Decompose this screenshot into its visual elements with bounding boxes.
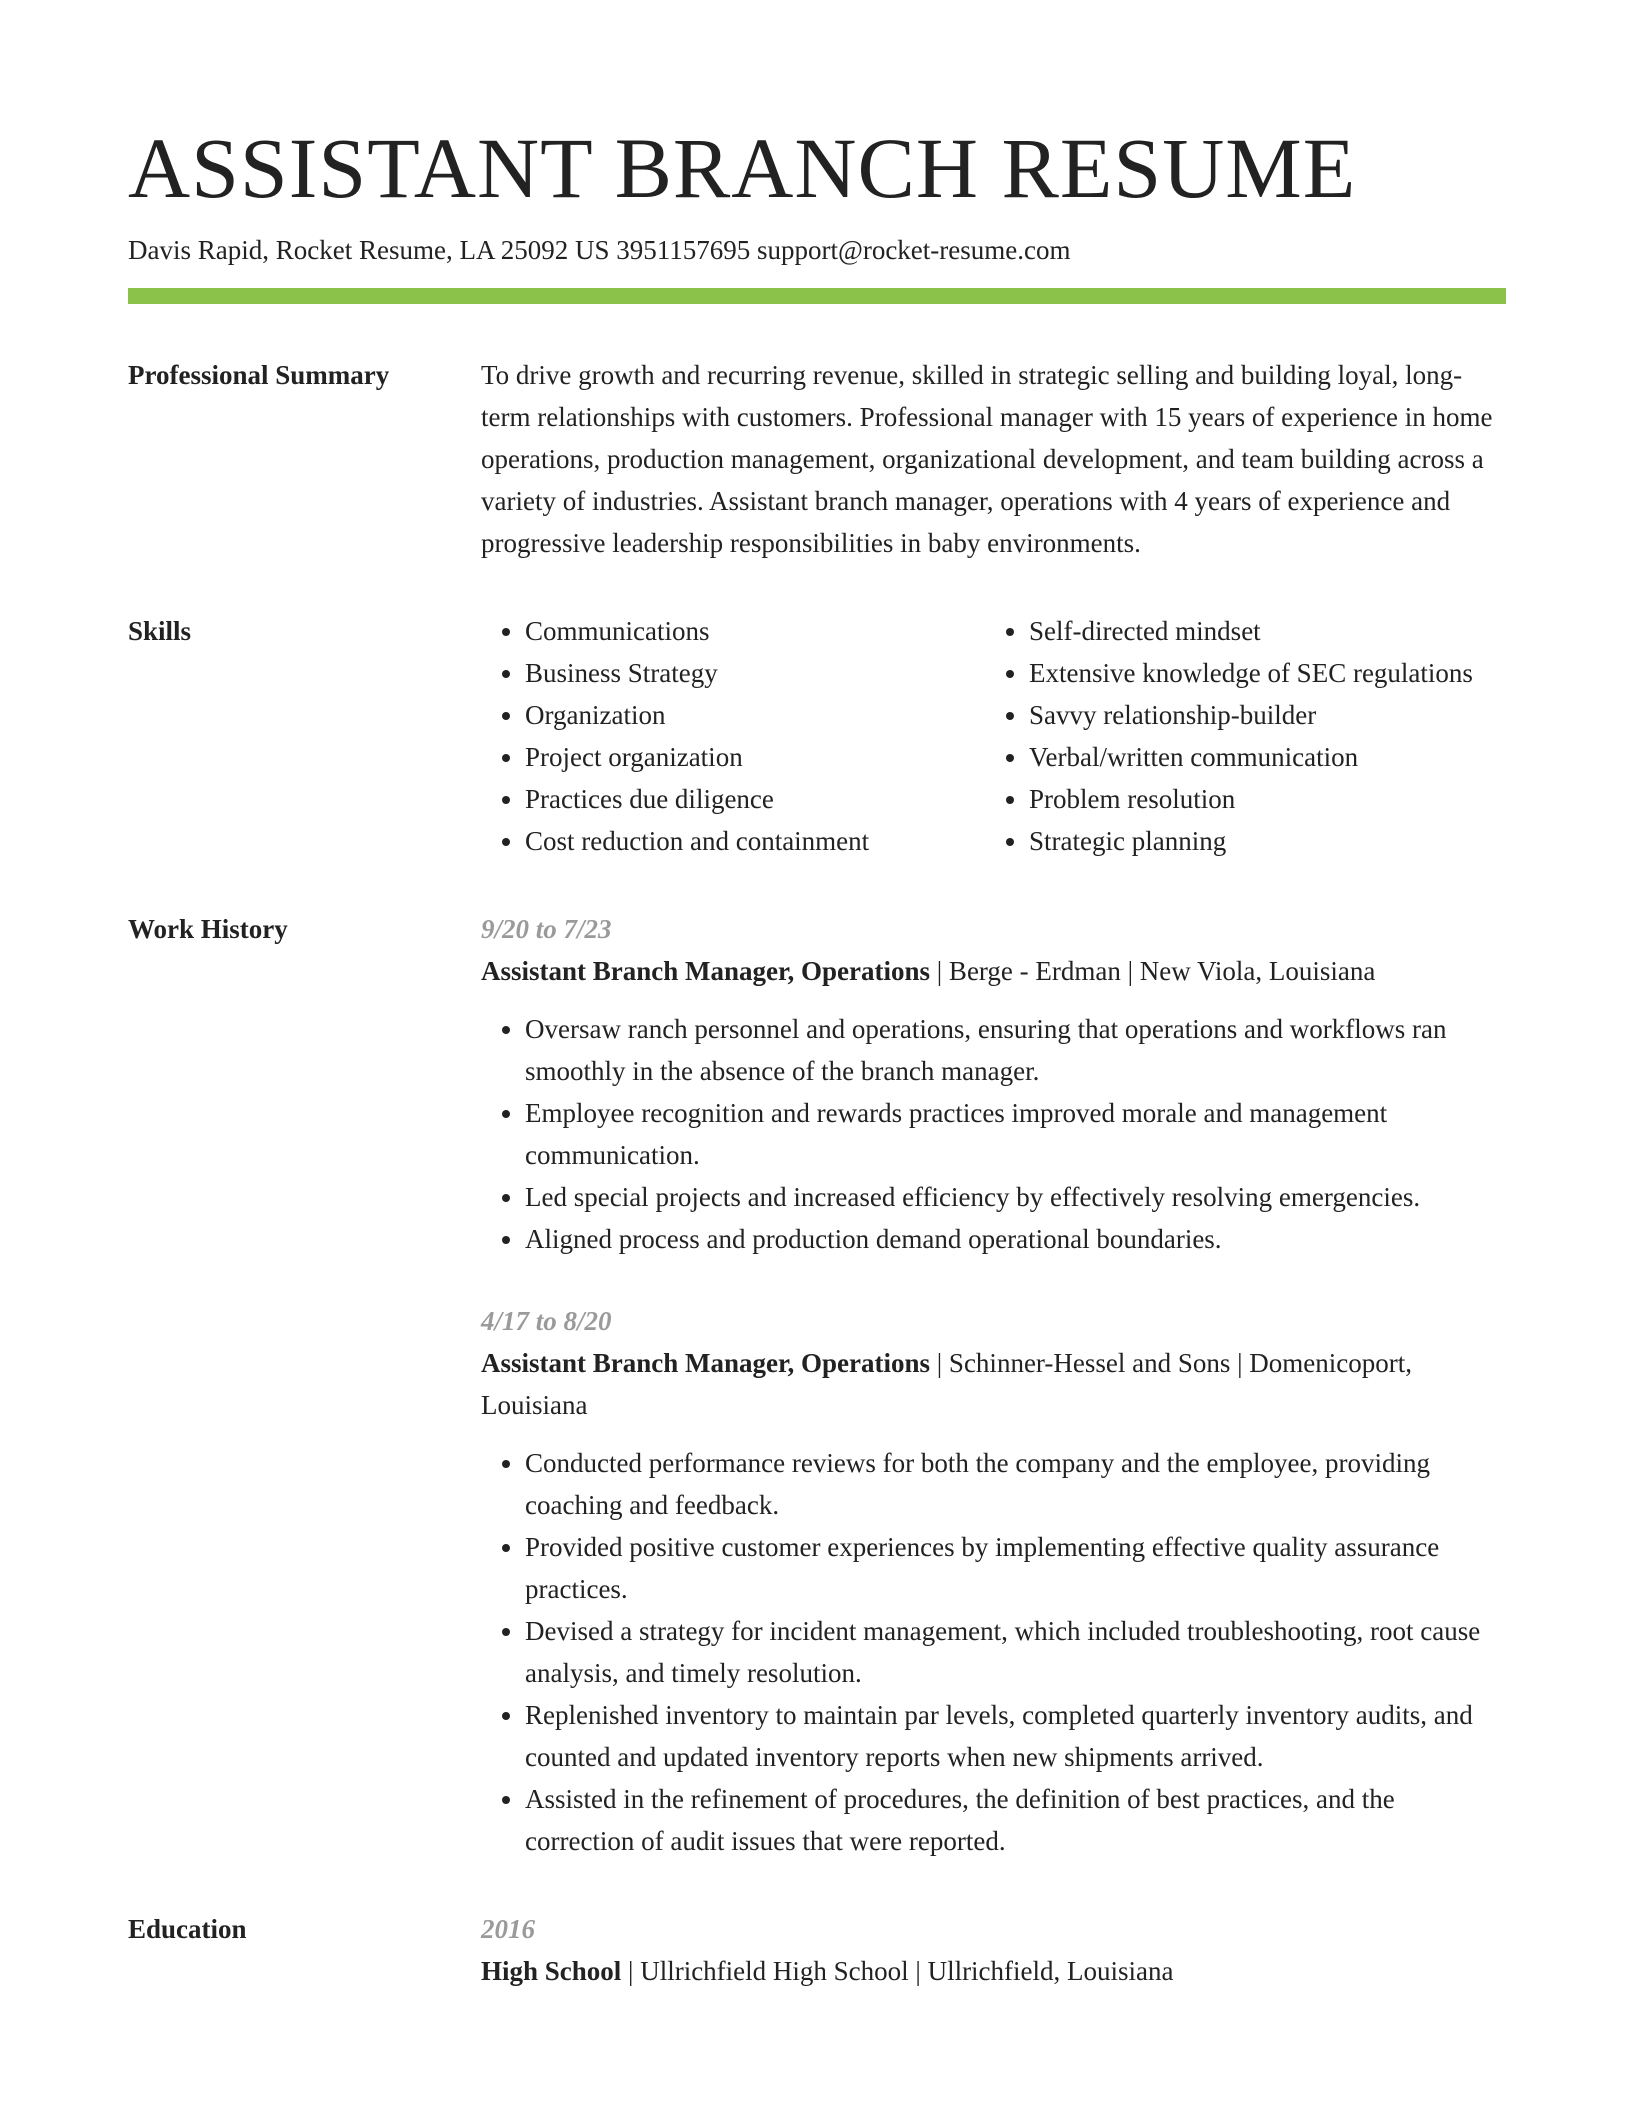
education-degree: High School	[481, 1956, 622, 1986]
work-history-label: Work History	[128, 914, 288, 944]
skill-item: • Business Strategy	[525, 652, 985, 694]
job-bullet: • Assisted in the refinement of procedures, the definition of best practices, and the correction of audit issues that were reported.	[525, 1778, 1506, 1862]
skill-item: • Communications	[525, 610, 985, 652]
job-bullets	[481, 1008, 1506, 1260]
skill-item: • Verbal/written communication	[1029, 736, 1473, 778]
accent-divider	[128, 288, 1506, 304]
job-title: Assistant Branch Manager, Operations	[481, 956, 931, 986]
job-bullet: • Devised a strategy for incident management, which included troubleshooting, root cause analysis, and timely resolution.	[525, 1610, 1506, 1694]
skill-item: • Practices due diligence	[525, 778, 985, 820]
skills-label: Skills	[128, 616, 192, 646]
job-title: Assistant Branch Manager, Operations	[481, 1348, 931, 1378]
skill-item: • Strategic planning	[1029, 820, 1473, 862]
job-entry	[481, 908, 1506, 1260]
job-bullet: • Oversaw ranch personnel and operations, ensuring that operations and workflows ran smoothly in the absence of the branch manager.	[525, 1008, 1506, 1092]
job-bullet: • Aligned process and production demand operational boundaries.	[525, 1218, 1506, 1260]
job-bullet: • Provided positive customer experiences by implementing effective quality assurance practices.	[525, 1526, 1506, 1610]
education-details: | Ullrichfield High School | Ullrichfield, Louisiana	[621, 1956, 1174, 1986]
job-entry	[481, 1300, 1506, 1862]
job-bullet: • Conducted performance reviews for both the company and the employee, providing coaching and feedback.	[525, 1442, 1506, 1526]
job-bullet: • Led special projects and increased efficiency by effectively resolving emergencies.	[525, 1176, 1506, 1218]
skill-item: • Project organization	[525, 736, 985, 778]
skill-item: • Organization	[525, 694, 985, 736]
skill-item: • Savvy relationship-builder	[1029, 694, 1473, 736]
skill-item: • Problem resolution	[1029, 778, 1473, 820]
work-history-section	[128, 908, 1506, 1862]
job-bullets	[481, 1442, 1506, 1862]
summary-label: Professional Summary	[128, 360, 390, 390]
education-label: Education	[128, 1914, 247, 1944]
contact-line: Davis Rapid, Rocket Resume, LA 25092 US 3951157695 support@rocket-resume.com	[128, 235, 1071, 265]
summary-section	[128, 354, 1506, 564]
job-bullet: • Employee recognition and rewards practices improved morale and management communication.	[525, 1092, 1506, 1176]
summary-text: To drive growth and recurring revenue, skilled in strategic selling and building loyal, long-term relationships with customers. Professional manager with 15 years of experience in home operations, production management, organizational development, and team building across a variety of industries. Assistant branch manager, operations with 4 years of experience and progressive leadership responsibilities in baby environments.	[481, 360, 1493, 558]
job-bullet: • Replenished inventory to maintain par levels, completed quarterly inventory audits, and counted and updated inventory reports when new shipments arrived.	[525, 1694, 1506, 1778]
job-details: | Schinner-Hessel and Sons | Domenicoport, Louisiana	[481, 1348, 1412, 1420]
skill-item: • Self-directed mindset	[1029, 610, 1473, 652]
education-section	[128, 1908, 1506, 1992]
job-heading	[481, 1342, 1506, 1426]
skills-list-left	[481, 610, 985, 862]
skills-section	[128, 610, 1506, 862]
resume-page	[128, 118, 1506, 1992]
education-date: 2016	[481, 1914, 535, 1944]
resume-title: ASSISTANT BRANCH RESUME	[128, 120, 1357, 216]
job-details: | Berge - Erdman | New Viola, Louisiana	[930, 956, 1376, 986]
job-dates: 4/17 to 8/20	[481, 1306, 612, 1336]
job-dates: 9/20 to 7/23	[481, 914, 612, 944]
education-heading	[481, 1950, 1506, 1992]
job-heading	[481, 950, 1506, 992]
skill-item: • Cost reduction and containment	[525, 820, 985, 862]
skill-item: • Extensive knowledge of SEC regulations	[1029, 652, 1473, 694]
skills-list-right	[985, 610, 1473, 862]
